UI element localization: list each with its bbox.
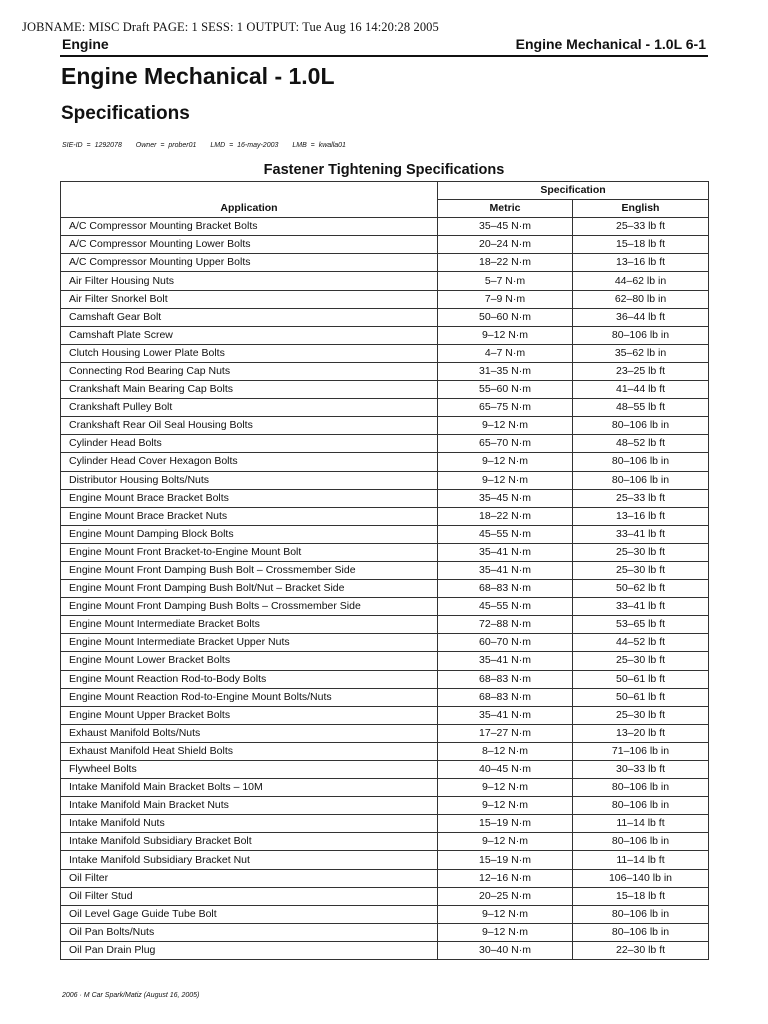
cell-english: 50–61 lb ft xyxy=(573,688,709,706)
cell-metric: 15–19 N·m xyxy=(438,851,573,869)
table-row xyxy=(61,797,709,815)
table-row xyxy=(61,254,709,272)
cell-metric: 12–16 N·m xyxy=(438,869,573,887)
cell-metric: 35–41 N·m xyxy=(438,706,573,724)
cell-metric: 9–12 N·m xyxy=(438,471,573,489)
page-footer: 2006 · M Car Spark/Matiz (August 16, 2005) xyxy=(62,992,200,999)
cell-english: 71–106 lb in xyxy=(573,742,709,760)
cell-english: 22–30 lb ft xyxy=(573,941,709,959)
cell-application: Intake Manifold Subsidiary Bracket Bolt xyxy=(61,833,438,851)
cell-metric: 35–45 N·m xyxy=(438,489,573,507)
cell-metric: 40–45 N·m xyxy=(438,761,573,779)
table-row xyxy=(61,887,709,905)
table-row xyxy=(61,580,709,598)
table-row xyxy=(61,272,709,290)
cell-metric: 50–60 N·m xyxy=(438,308,573,326)
cell-application: Intake Manifold Subsidiary Bracket Nut xyxy=(61,851,438,869)
table-row xyxy=(61,489,709,507)
table-row xyxy=(61,525,709,543)
table-row xyxy=(61,598,709,616)
cell-english: 23–25 lb ft xyxy=(573,362,709,380)
cell-english: 25–30 lb ft xyxy=(573,706,709,724)
cell-application: Oil Pan Bolts/Nuts xyxy=(61,923,438,941)
meta-lmd: LMD = 16-may-2003 xyxy=(210,142,279,149)
cell-application: Exhaust Manifold Bolts/Nuts xyxy=(61,724,438,742)
running-header-page: Engine Mechanical - 1.0L 6-1 xyxy=(515,36,706,52)
cell-application: Connecting Rod Bearing Cap Nuts xyxy=(61,362,438,380)
running-header-section: Engine xyxy=(62,36,109,52)
table-row xyxy=(61,417,709,435)
cell-application: Engine Mount Front Bracket-to-Engine Mount Bolt xyxy=(61,543,438,561)
table-row xyxy=(61,236,709,254)
cell-application: Engine Mount Front Damping Bush Bolt – Crossmember Side xyxy=(61,561,438,579)
cell-english: 33–41 lb ft xyxy=(573,598,709,616)
cell-application: Engine Mount Lower Bracket Bolts xyxy=(61,652,438,670)
cell-application: A/C Compressor Mounting Bracket Bolts xyxy=(61,218,438,236)
table-row xyxy=(61,851,709,869)
cell-english: 33–41 lb ft xyxy=(573,525,709,543)
cell-english: 48–55 lb ft xyxy=(573,399,709,417)
cell-english: 11–14 lb ft xyxy=(573,815,709,833)
table-row xyxy=(61,435,709,453)
cell-english: 13–20 lb ft xyxy=(573,724,709,742)
header-english: English xyxy=(573,200,709,218)
cell-metric: 65–70 N·m xyxy=(438,435,573,453)
cell-metric: 8–12 N·m xyxy=(438,742,573,760)
cell-metric: 9–12 N·m xyxy=(438,905,573,923)
table-row xyxy=(61,905,709,923)
table-row xyxy=(61,543,709,561)
cell-application: Camshaft Gear Bolt xyxy=(61,308,438,326)
table-row xyxy=(61,344,709,362)
cell-english: 62–80 lb in xyxy=(573,290,709,308)
cell-metric: 35–41 N·m xyxy=(438,561,573,579)
table-row xyxy=(61,742,709,760)
cell-english: 25–33 lb ft xyxy=(573,489,709,507)
cell-english: 106–140 lb in xyxy=(573,869,709,887)
header-rule xyxy=(60,55,708,57)
cell-english: 80–106 lb in xyxy=(573,833,709,851)
cell-application: Crankshaft Main Bearing Cap Bolts xyxy=(61,381,438,399)
cell-application: Intake Manifold Main Bracket Bolts – 10M xyxy=(61,779,438,797)
table-row xyxy=(61,923,709,941)
table-row xyxy=(61,399,709,417)
table-row xyxy=(61,453,709,471)
cell-application: Cylinder Head Cover Hexagon Bolts xyxy=(61,453,438,471)
table-title: Fastener Tightening Specifications xyxy=(263,162,505,178)
cell-application: Air Filter Snorkel Bolt xyxy=(61,290,438,308)
cell-metric: 7–9 N·m xyxy=(438,290,573,308)
cell-application: Oil Pan Drain Plug xyxy=(61,941,438,959)
table-row xyxy=(61,616,709,634)
cell-application: Engine Mount Front Damping Bush Bolt/Nut – Bracket Side xyxy=(61,580,438,598)
table-body xyxy=(61,218,709,960)
cell-english: 80–106 lb in xyxy=(573,905,709,923)
cell-application: Engine Mount Upper Bracket Bolts xyxy=(61,706,438,724)
cell-application: A/C Compressor Mounting Lower Bolts xyxy=(61,236,438,254)
page-title: Engine Mechanical - 1.0L xyxy=(61,63,335,89)
cell-application: Crankshaft Pulley Bolt xyxy=(61,399,438,417)
cell-english: 36–44 lb ft xyxy=(573,308,709,326)
header-application: Application xyxy=(61,182,438,218)
table-row xyxy=(61,941,709,959)
cell-english: 15–18 lb ft xyxy=(573,887,709,905)
table-row xyxy=(61,326,709,344)
table-row xyxy=(61,308,709,326)
cell-english: 50–62 lb ft xyxy=(573,580,709,598)
cell-application: Flywheel Bolts xyxy=(61,761,438,779)
cell-metric: 15–19 N·m xyxy=(438,815,573,833)
cell-application: Engine Mount Intermediate Bracket Bolts xyxy=(61,616,438,634)
cell-application: Air Filter Housing Nuts xyxy=(61,272,438,290)
cell-english: 44–52 lb ft xyxy=(573,634,709,652)
cell-metric: 9–12 N·m xyxy=(438,923,573,941)
table-row xyxy=(61,688,709,706)
cell-metric: 68–83 N·m xyxy=(438,580,573,598)
cell-metric: 18–22 N·m xyxy=(438,254,573,272)
cell-english: 80–106 lb in xyxy=(573,453,709,471)
document-meta xyxy=(62,142,356,149)
cell-english: 25–30 lb ft xyxy=(573,543,709,561)
cell-metric: 45–55 N·m xyxy=(438,525,573,543)
table-row xyxy=(61,381,709,399)
table-row xyxy=(61,869,709,887)
cell-metric: 60–70 N·m xyxy=(438,634,573,652)
cell-application: Intake Manifold Main Bracket Nuts xyxy=(61,797,438,815)
cell-application: Engine Mount Intermediate Bracket Upper Nuts xyxy=(61,634,438,652)
meta-lmb: LMB = kwalla01 xyxy=(292,142,346,149)
cell-metric: 9–12 N·m xyxy=(438,453,573,471)
cell-metric: 68–83 N·m xyxy=(438,688,573,706)
cell-metric: 30–40 N·m xyxy=(438,941,573,959)
cell-english: 48–52 lb ft xyxy=(573,435,709,453)
cell-english: 80–106 lb in xyxy=(573,797,709,815)
table-row xyxy=(61,507,709,525)
cell-application: Engine Mount Damping Block Bolts xyxy=(61,525,438,543)
cell-metric: 20–25 N·m xyxy=(438,887,573,905)
cell-application: Distributor Housing Bolts/Nuts xyxy=(61,471,438,489)
cell-english: 80–106 lb in xyxy=(573,923,709,941)
section-subtitle: Specifications xyxy=(61,103,190,124)
cell-metric: 65–75 N·m xyxy=(438,399,573,417)
cell-application: Clutch Housing Lower Plate Bolts xyxy=(61,344,438,362)
cell-metric: 9–12 N·m xyxy=(438,797,573,815)
table-row xyxy=(61,779,709,797)
cell-application: Crankshaft Rear Oil Seal Housing Bolts xyxy=(61,417,438,435)
header-specification: Specification xyxy=(438,182,709,200)
cell-application: Oil Filter xyxy=(61,869,438,887)
cell-application: Engine Mount Front Damping Bush Bolts – Crossmember Side xyxy=(61,598,438,616)
cell-metric: 4–7 N·m xyxy=(438,344,573,362)
header-metric: Metric xyxy=(438,200,573,218)
fastener-spec-table xyxy=(60,181,709,960)
table-row xyxy=(61,290,709,308)
table-row xyxy=(61,652,709,670)
cell-application: Camshaft Plate Screw xyxy=(61,326,438,344)
cell-english: 41–44 lb ft xyxy=(573,381,709,399)
cell-english: 25–33 lb ft xyxy=(573,218,709,236)
cell-metric: 9–12 N·m xyxy=(438,417,573,435)
cell-metric: 18–22 N·m xyxy=(438,507,573,525)
cell-application: Engine Mount Reaction Rod-to-Engine Mount Bolts/Nuts xyxy=(61,688,438,706)
cell-application: Intake Manifold Nuts xyxy=(61,815,438,833)
cell-metric: 9–12 N·m xyxy=(438,833,573,851)
cell-metric: 35–41 N·m xyxy=(438,652,573,670)
cell-metric: 45–55 N·m xyxy=(438,598,573,616)
cell-metric: 35–45 N·m xyxy=(438,218,573,236)
table-row xyxy=(61,218,709,236)
job-info-line: JOBNAME: MISC Draft PAGE: 1 SESS: 1 OUTPUT: Tue Aug 16 14:20:28 2005 xyxy=(22,20,439,34)
cell-metric: 31–35 N·m xyxy=(438,362,573,380)
cell-application: Engine Mount Brace Bracket Nuts xyxy=(61,507,438,525)
table-row xyxy=(61,724,709,742)
cell-application: Oil Filter Stud xyxy=(61,887,438,905)
cell-metric: 9–12 N·m xyxy=(438,326,573,344)
table-row xyxy=(61,815,709,833)
table-row xyxy=(61,706,709,724)
cell-english: 30–33 lb ft xyxy=(573,761,709,779)
meta-owner: Owner = prober01 xyxy=(135,142,197,149)
cell-english: 25–30 lb ft xyxy=(573,652,709,670)
meta-sie-id: SIE-ID = 1292078 xyxy=(62,142,122,149)
table-row xyxy=(61,670,709,688)
cell-metric: 20–24 N·m xyxy=(438,236,573,254)
cell-metric: 72–88 N·m xyxy=(438,616,573,634)
cell-application: Oil Level Gage Guide Tube Bolt xyxy=(61,905,438,923)
cell-english: 13–16 lb ft xyxy=(573,254,709,272)
table-row xyxy=(61,634,709,652)
cell-english: 50–61 lb ft xyxy=(573,670,709,688)
cell-english: 25–30 lb ft xyxy=(573,561,709,579)
table-row xyxy=(61,471,709,489)
cell-english: 80–106 lb in xyxy=(573,417,709,435)
cell-english: 80–106 lb in xyxy=(573,326,709,344)
cell-english: 13–16 lb ft xyxy=(573,507,709,525)
cell-english: 44–62 lb in xyxy=(573,272,709,290)
table-row xyxy=(61,833,709,851)
cell-english: 35–62 lb in xyxy=(573,344,709,362)
table-row xyxy=(61,561,709,579)
cell-english: 53–65 lb ft xyxy=(573,616,709,634)
table-row xyxy=(61,761,709,779)
cell-application: Cylinder Head Bolts xyxy=(61,435,438,453)
cell-application: Engine Mount Reaction Rod-to-Body Bolts xyxy=(61,670,438,688)
cell-application: A/C Compressor Mounting Upper Bolts xyxy=(61,254,438,272)
cell-metric: 55–60 N·m xyxy=(438,381,573,399)
cell-metric: 9–12 N·m xyxy=(438,779,573,797)
cell-english: 11–14 lb ft xyxy=(573,851,709,869)
cell-english: 15–18 lb ft xyxy=(573,236,709,254)
table-row xyxy=(61,362,709,380)
cell-metric: 68–83 N·m xyxy=(438,670,573,688)
cell-application: Engine Mount Brace Bracket Bolts xyxy=(61,489,438,507)
cell-metric: 17–27 N·m xyxy=(438,724,573,742)
cell-metric: 35–41 N·m xyxy=(438,543,573,561)
cell-metric: 5–7 N·m xyxy=(438,272,573,290)
cell-english: 80–106 lb in xyxy=(573,779,709,797)
cell-application: Exhaust Manifold Heat Shield Bolts xyxy=(61,742,438,760)
cell-english: 80–106 lb in xyxy=(573,471,709,489)
